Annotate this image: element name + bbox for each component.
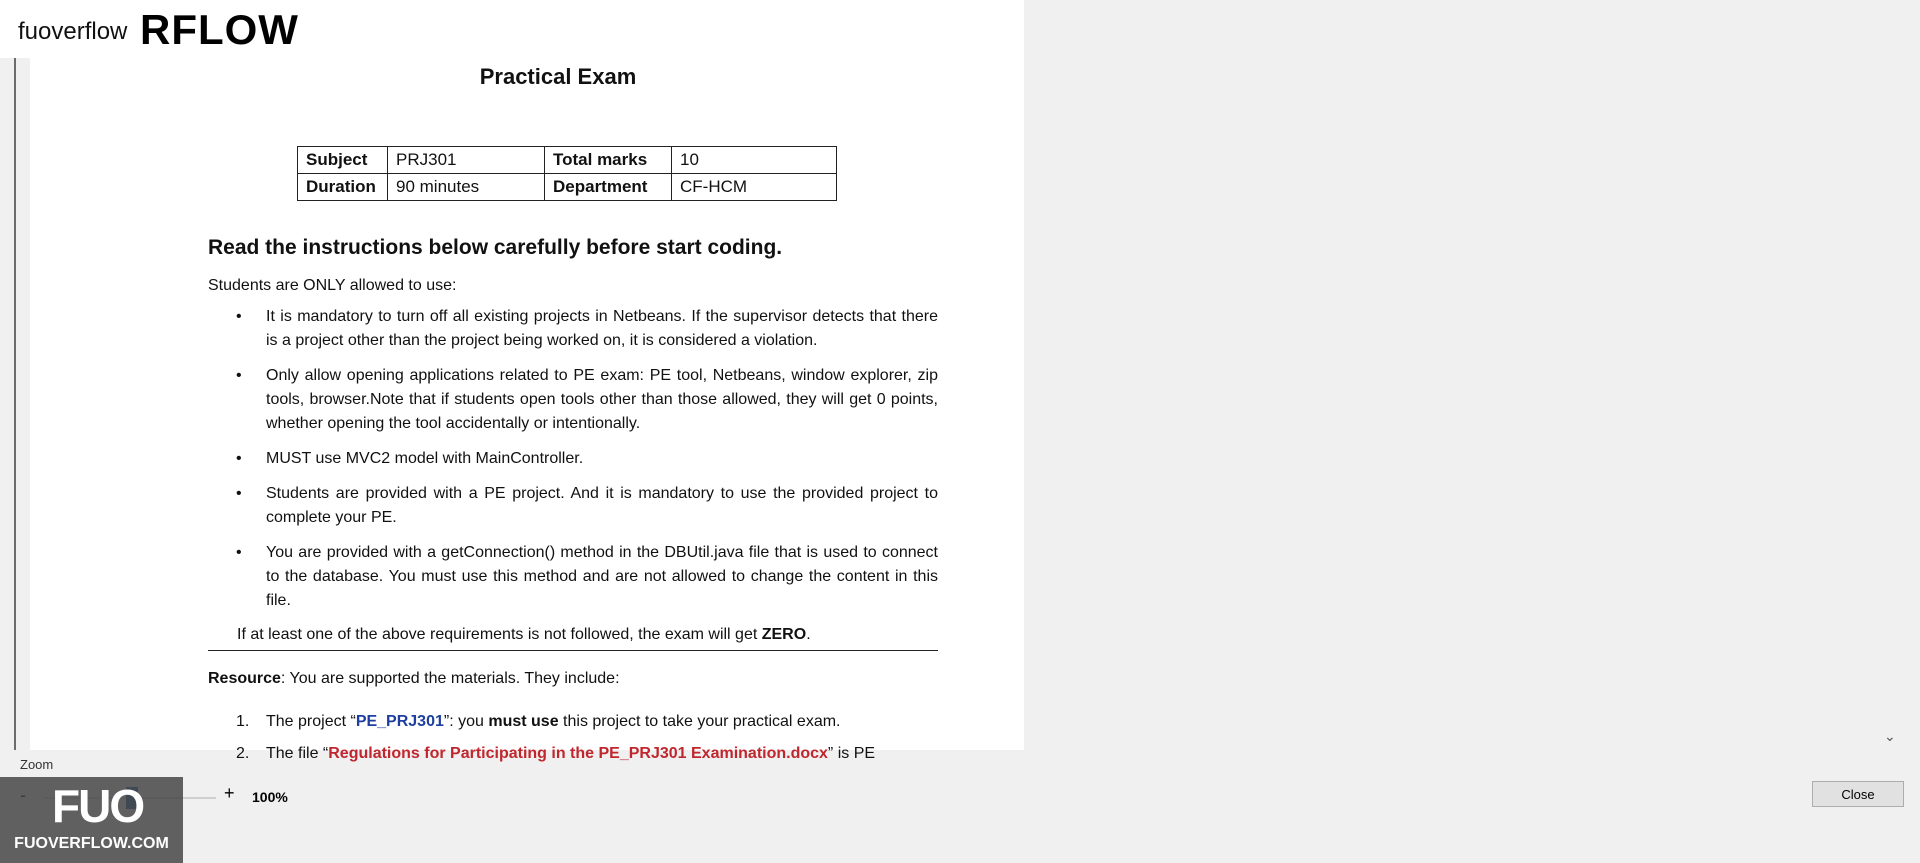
resource-intro bbox=[208, 670, 620, 688]
list-item bbox=[208, 305, 938, 353]
watermark-top bbox=[0, 0, 300, 58]
rule-text: It is mandatory to turn off all existing projects in Netbeans. If the supervisor detects that there is a project other than the project being worked on, it is considered a violation. bbox=[266, 308, 938, 349]
watermark-big-text: RFLOW bbox=[140, 6, 299, 53]
department-value: CF-HCM bbox=[672, 174, 837, 201]
document-page bbox=[30, 0, 1024, 762]
project-name: PE_PRJ301 bbox=[355, 713, 444, 730]
divider bbox=[208, 650, 938, 651]
document-title: Practical Exam bbox=[479, 64, 637, 89]
department-label: Department bbox=[545, 174, 672, 201]
list-number: 2. bbox=[236, 745, 250, 762]
table-row bbox=[298, 174, 837, 201]
watermark-badge bbox=[0, 777, 183, 863]
list-number: 1. bbox=[236, 713, 250, 730]
bullet-icon: • bbox=[236, 367, 242, 384]
zero-warning bbox=[237, 626, 811, 644]
close-button[interactable]: Close bbox=[1812, 781, 1904, 807]
resource-text: ”: you bbox=[443, 713, 489, 730]
resource-text: The file “ bbox=[266, 745, 329, 762]
rule-text: MUST use MVC2 model with MainController. bbox=[266, 450, 584, 467]
exam-info-table bbox=[297, 146, 837, 201]
resource-text: : You are supported the materials. They include: bbox=[280, 670, 620, 687]
viewer-left-border bbox=[14, 58, 16, 750]
allowed-intro: Students are ONLY allowed to use: bbox=[208, 277, 457, 294]
subject-value: PRJ301 bbox=[388, 147, 545, 174]
resource-list bbox=[208, 710, 938, 774]
duration-label: Duration bbox=[298, 174, 388, 201]
resource-label: Resource bbox=[208, 670, 281, 687]
bullet-icon: • bbox=[236, 308, 242, 325]
watermark-logo: FUO bbox=[52, 780, 144, 832]
list-item bbox=[208, 447, 938, 471]
warning-period: . bbox=[806, 626, 811, 643]
zoom-value: 100% bbox=[252, 789, 288, 805]
list-item bbox=[208, 710, 938, 734]
watermark-small-text: fuoverflow bbox=[18, 18, 128, 45]
subject-label: Subject bbox=[298, 147, 388, 174]
warning-zero: ZERO bbox=[761, 626, 807, 643]
rules-list bbox=[208, 305, 938, 624]
list-item bbox=[208, 482, 938, 530]
bullet-icon: • bbox=[236, 485, 242, 502]
watermark-site-text: FUOVERFLOW.COM bbox=[14, 835, 169, 852]
warning-text: If at least one of the above requirements is not followed, the exam will get bbox=[237, 626, 762, 643]
list-item bbox=[208, 364, 938, 436]
resource-emphasis: must use bbox=[488, 713, 559, 730]
zoom-in-button[interactable]: + bbox=[224, 783, 235, 803]
duration-value: 90 minutes bbox=[388, 174, 545, 201]
scroll-down-icon[interactable]: ⌄ bbox=[1884, 728, 1896, 744]
bullet-icon: • bbox=[236, 544, 242, 561]
instructions-heading: Read the instructions below carefully before start coding. bbox=[208, 236, 783, 259]
table-row bbox=[298, 147, 837, 174]
bullet-icon: • bbox=[236, 450, 242, 467]
list-item bbox=[208, 742, 938, 766]
resource-text: ” is PE bbox=[827, 745, 876, 762]
regulations-file-name: Regulations for Participating in the PE_PRJ301 Examination.docx bbox=[328, 745, 828, 762]
resource-text: this project to take your practical exam. bbox=[558, 713, 841, 730]
total-marks-label: Total marks bbox=[545, 147, 672, 174]
rule-text: Students are provided with a PE project. And it is mandatory to use the provided project to complete your PE. bbox=[266, 485, 938, 526]
resource-text: The project “ bbox=[266, 713, 356, 730]
zoom-label: Zoom bbox=[20, 757, 54, 772]
rule-text: You are provided with a getConnection() method in the DBUtil.java file that is used to connect to the database. You must use this method and are not allowed to change the content in this file. bbox=[266, 544, 938, 609]
rule-text: Only allow opening applications related to PE exam: PE tool, Netbeans, window explorer, zip tools, browser.Note that if students open tools other than those allowed, they will get 0 points, whether opening the tool accidentally or intentionally. bbox=[266, 367, 938, 432]
list-item bbox=[208, 541, 938, 613]
total-marks-value: 10 bbox=[672, 147, 837, 174]
